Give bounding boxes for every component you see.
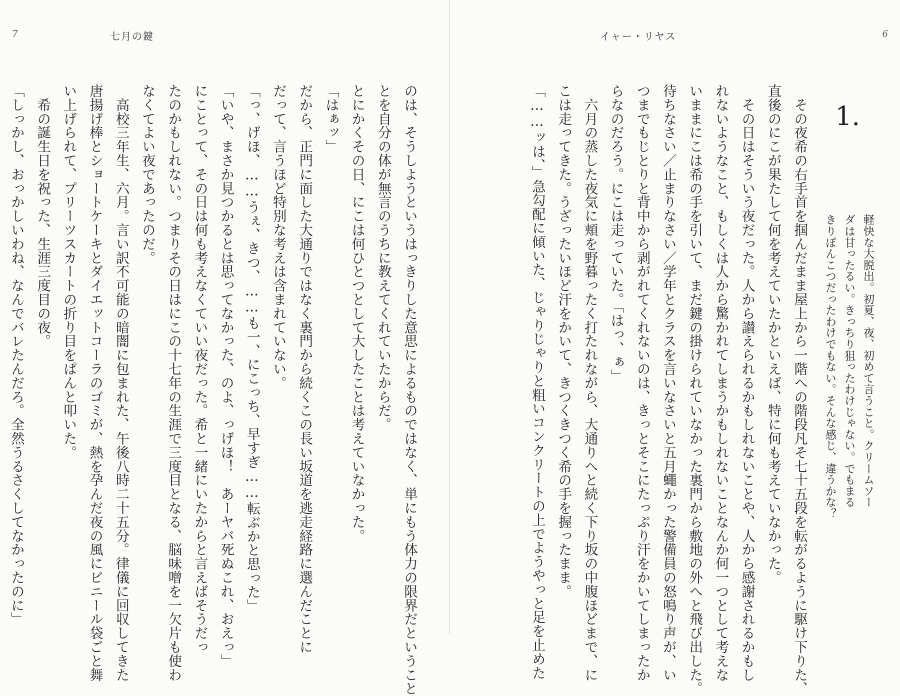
text-line: 「っ、げほ、……うぇ、きつ、……も一、にこっち、早すぎ……転ぶかと思った」 bbox=[243, 84, 260, 613]
body-text bbox=[3, 84, 422, 696]
text-line: 高校三年生、六月。言い訳不可能の暗闇に包まれた、午後八時二十五分。律儀に回収してきた bbox=[112, 84, 129, 682]
text-line: その夜希の右手首を掴んだまま屋上から一階への階段凡そ七十五段を転がるように駆け下りた、 bbox=[791, 84, 807, 696]
text-line: その日はそういう夜だった。人から讃えられるかもしれないことや、人から感謝されるかもし bbox=[738, 84, 755, 682]
body-text bbox=[524, 84, 812, 696]
page-number: 7 bbox=[12, 30, 18, 40]
text-line: なくてよい夜であったのだ。 bbox=[138, 84, 155, 265]
page-number: 6 bbox=[882, 30, 888, 40]
right-page bbox=[450, 0, 900, 696]
text-line: 唐揚げ棒とショートケーキとダイエットコーラのゴミが、熱を孕んだ夜の風にビニール袋ごと舞 bbox=[86, 84, 103, 682]
epigraph-line: きりぽんこつだったわけでもない。そんな感じ、違うかな？ bbox=[824, 214, 837, 520]
text-line: 六月の蒸した夜気に頬を野暮ったく打たれながら、大通りへと続く下り坂の中腹ほどまで、に bbox=[581, 84, 598, 682]
text-line: のは、そうしようというはっきりした意思によるものではなく、単にもう体力の限界だということ bbox=[401, 84, 417, 696]
text-line: らなのだろう。にこは走っていた。「はっ、ぁ」 bbox=[607, 84, 624, 383]
text-line: れないようなこと、もしくは人から驚かれてしまうかもしれないことなんか何一つとして考えな bbox=[712, 84, 729, 682]
text-line: 「いや、まさか見つかるとは思ってなかった、のよ、っげほ！ あーヤバ死ぬこれ、おえっ」 bbox=[217, 84, 234, 668]
text-line: たのかもしれない。つまりその日はにこの十七年の生涯で三度目となる、脳味噌を一欠片も使わ bbox=[165, 84, 182, 682]
text-line: いままにこは希の手を引いて、まだ鍵の掛けられていなかった裏門から敷地の外へと飛び出した。 bbox=[686, 84, 703, 696]
epigraph-line: ダは甘ったるい。きっちり狙ったわけじゃない。でもまる bbox=[843, 214, 856, 508]
text-line: 希の誕生日を祝った、生涯三度目の夜。 bbox=[34, 84, 51, 349]
text-line: 待ちなさい／止まりなさい／学年とクラスを言いなさいと五月蠅かった警備員の怒鳴り声が、い bbox=[659, 84, 676, 682]
text-line: 「はぁッ」 bbox=[322, 84, 339, 154]
text-line: にことって、その日は何も考えなくていい夜だった。希と一緒にいたからと言えばそうだっ bbox=[191, 84, 208, 654]
text-line: 「しっかし、おっかしいわね、なんでバレたんだろ。全然うるさくしてなかったのに」 bbox=[7, 84, 24, 627]
text-line: 直後のにこが果たして何を考えていたかといえば、特に何も考えていなかった。 bbox=[764, 84, 781, 585]
running-head: イャー・リヤス bbox=[600, 32, 677, 43]
text-line: つまでもじとりと背中から剥がれてくれないのは、きっとそこにたっぷり汗をかいてしまったか bbox=[633, 84, 650, 682]
text-line: 「……ッは、」急勾配に傾いた、じゃりじゃりと粗いコンクリートの上でようやっと足を止めた bbox=[528, 84, 545, 680]
text-line: だって、言うほど特別な考えは含まれていない。 bbox=[269, 84, 286, 390]
epigraph-line: 軽快な大脱出。初夏、夜、初めて言うこと。クリームソー bbox=[862, 214, 875, 508]
epigraph bbox=[821, 214, 878, 614]
chapter-number: 1. bbox=[835, 102, 860, 132]
text-line: だから、正門に面した大通りではなく裏門から続くこの長い坂道を逃走経路に選んだことに bbox=[296, 84, 313, 654]
text-line: とにかくその日、にこは何ひとつとして大したことは考えていなかった。 bbox=[348, 84, 365, 543]
running-head: 七月の鍵 bbox=[110, 32, 154, 43]
text-line: とを自分の体が無言のうちに教えてくれていたからだ。 bbox=[374, 84, 391, 432]
text-line: こは走ってきた。うざったいほど汗をかいて、きつくきつく希の手を握ったまま。 bbox=[555, 84, 572, 599]
text-line: い上げられて、プリーツスカートの折り目をぱんと叩いた。 bbox=[60, 84, 77, 460]
